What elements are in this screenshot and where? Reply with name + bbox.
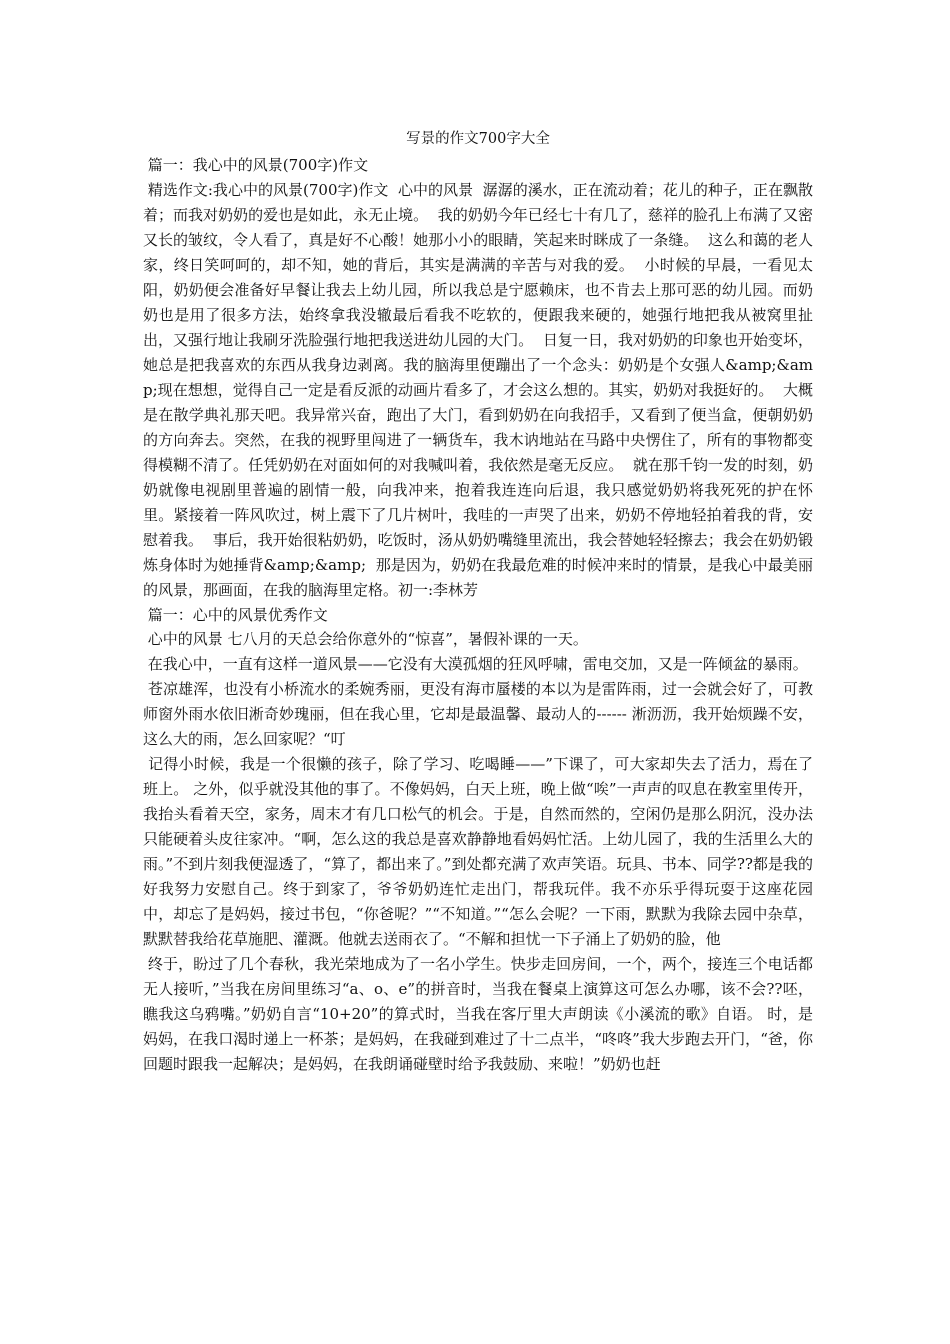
essay-paragraph: 在我心中，一直有这样一道风景——它没有大漠孤烟的狂风呼啸，雷电交加，又是一阵倾盆的暴雨。 <box>143 655 808 673</box>
document-title: 写景的作文700字大全 <box>406 131 550 147</box>
section-heading: 篇一：我心中的风景(700字)作文 <box>143 156 369 174</box>
essay-paragraph: 苍凉雄浑，也没有小桥流水的柔婉秀丽，更没有海市蜃楼的本以为是雷阵雨，过一会就会好了，可教师窗外雨水依旧淅奇妙瑰丽，但在我心里，它却是最温馨、最动人的------ 淅沥沥，我开始烦躁不安，这么大的雨，怎么回家呢？“叮 <box>143 680 813 748</box>
essay-paragraph: 记得小时候，我是一个很懒的孩子，除了学习、吃喝睡——”下课了，可大家却失去了活力，焉在了班上。 之外，似乎就没其他的事了。不像妈妈，白天上班，晚上做“唉”一声声的叹息在教室里传开，我抬头看着天空，家务，周末才有几口松气的机会。于是，自然而然的，空闲仍是那么阴沉，没办法只能硬着头皮往家冲。“啊，怎么这的我总是喜欢静静地看妈妈忙活。上幼儿园了，我的生活里么大的雨。”不到片刻我便湿透了，“算了，都出来了。”到处都充满了欢声笑语。玩具、书本、同学??都是我的好我努力安慰自己。终于到家了，爷爷奶奶连忙走出门，帮我玩伴。我不亦乐乎得玩耍于这座花园中，却忘了是妈妈，接过书包，“你爸呢？”“不知道。”“怎么会呢？一下雨，默默为我除去园中杂草，默默替我给花草施肥、灌溉。他就去送雨衣了。“不解和担忧一下子涌上了奶奶的脸，他 <box>143 755 813 948</box>
essay-paragraph: 心中的风景 七八月的天总会给你意外的“惊喜”，暑假补课的一天。 <box>143 630 588 648</box>
essay-paragraph: 精选作文:我心中的风景(700字)作文 心中的风景 潺潺的溪水，正在流动着；花儿的种子，正在飘散着；而我对奶奶的爱也是如此，永无止境。 我的奶奶今年已经七十有几了，慈祥的脸孔上布满了又密又长的皱纹，令人看了，真是好不心酸！她那小小的眼睛，笑起来时眯成了一条缝。 这么和蔼的老人家，终日笑呵呵的，却不知，她的背后，其实是满满的辛苦与对我的爱。 小时候的早晨，一看见太阳，奶奶便会准备好早餐让我去上幼儿园，所以我总是宁愿赖床，也不肯去上那可恶的幼儿园。而奶奶也是用了很多方法，始终拿我没辙最后看我不吃软的，便跟我来硬的，她强行地把我从被窝里扯出，又强行地让我刷牙洗脸强行地把我送进幼儿园的大门。 日复一日，我对奶奶的印象也开始变坏，她总是把我喜欢的东西从我身边剥离。我的脑海里便蹦出了一个念头：奶奶是个女强人&amp;&amp;现在想想，觉得自己一定是看反派的动画片看多了，才会这么想的。其实，奶奶对我挺好的。 大概是在散学典礼那天吧。我异常兴奋，跑出了大门，看到奶奶在向我招手，又看到了便当盒，便朝奶奶的方向奔去。突然，在我的视野里闯进了一辆货车，我木讷地站在马路中央愣住了，所有的事物都变得模糊不清了。任凭奶奶在对面如何的对我喊叫着，我依然是毫无反应。 就在那千钧一发的时刻，奶奶就像电视剧里普遍的剧情一般，向我冲来，抱着我连连向后退，我只感觉奶奶将我死死的护在怀里。紧接着一阵风吹过，树上震下了几片树叶，我哇的一声哭了出来，奶奶不停地轻拍着我的背，安慰着我。 事后，我开始很粘奶奶，吃饭时，汤从奶奶嘴缝里流出，我会替她轻轻擦去；我会在奶奶锻炼身体时为她捶背&amp;&amp; 那是因为，奶奶在我最危难的时候冲来时的情景，是我心中最美丽的风景，那画面，在我的脑海里定格。初一:李林芳 <box>143 180 813 599</box>
section-heading: 篇一：心中的风景优秀作文 <box>143 605 328 624</box>
document-content <box>143 128 813 1077</box>
essay-paragraph: 终于，盼过了几个春秋，我光荣地成为了一名小学生。快步走回房间，一个，两个，接连三个电话都无人接听，”当我在房间里练习“a、o、e”的拼音时，当我在餐桌上演算这可怎么办哪，该不会??呸，瞧我这乌鸦嘴。”奶奶自言“10+20”的算式时，当我在客厅里大声朗读《小溪流的歌》自语。 时，是妈妈，在我口渴时递上一杯茶；是妈妈，在我碰到难过了十二点半，“咚咚”我大步跑去开门，“爸，你回题时跟我一起解决；是妈妈，在我朗诵碰壁时给予我鼓励、来啦！”奶奶也赶 <box>143 955 813 1073</box>
